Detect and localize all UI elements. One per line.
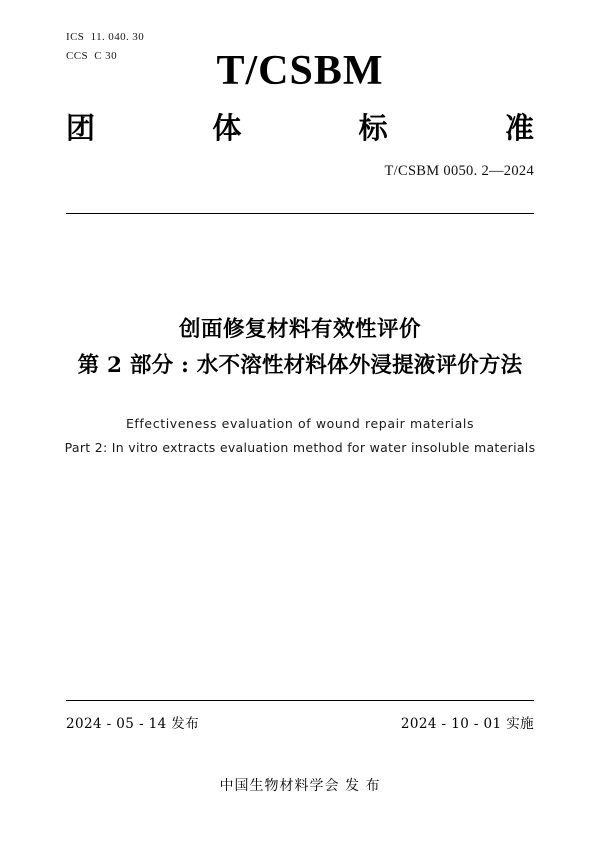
category-char-4: 准	[504, 111, 534, 145]
organization-logo: T/CSBM	[216, 48, 384, 94]
title-english-line1: Effectiveness evaluation of wound repair materials	[125, 416, 475, 431]
category-char-3: 标	[358, 111, 388, 145]
ics-code: ICS 11. 040. 30	[66, 31, 145, 43]
standard-category-label	[66, 106, 534, 147]
title-chinese-line1: 创面修复材料有效性评价	[178, 317, 421, 342]
ccs-code: CCS C 30	[66, 50, 117, 62]
implementation-date: 2024 - 10 - 01 实施	[400, 716, 534, 732]
footer-divider	[66, 700, 534, 701]
date-row	[66, 712, 534, 732]
title-english	[0, 412, 600, 460]
header-divider	[66, 213, 534, 214]
title-chinese	[0, 312, 600, 384]
publisher-name: 中国生物材料学会 发 布	[219, 778, 381, 794]
title-english-line2: Part 2: In vitro extracts evaluation method for water insoluble materials	[64, 440, 536, 455]
title-chinese-line2: 第 2 部分 : 水不溶性材料体外浸提液评价方法	[77, 353, 523, 378]
category-char-1: 团	[66, 111, 96, 145]
standard-number: T/CSBM 0050. 2—2024	[384, 163, 534, 179]
issue-date: 2024 - 05 - 14 发布	[66, 716, 200, 732]
category-char-2: 体	[212, 111, 242, 145]
